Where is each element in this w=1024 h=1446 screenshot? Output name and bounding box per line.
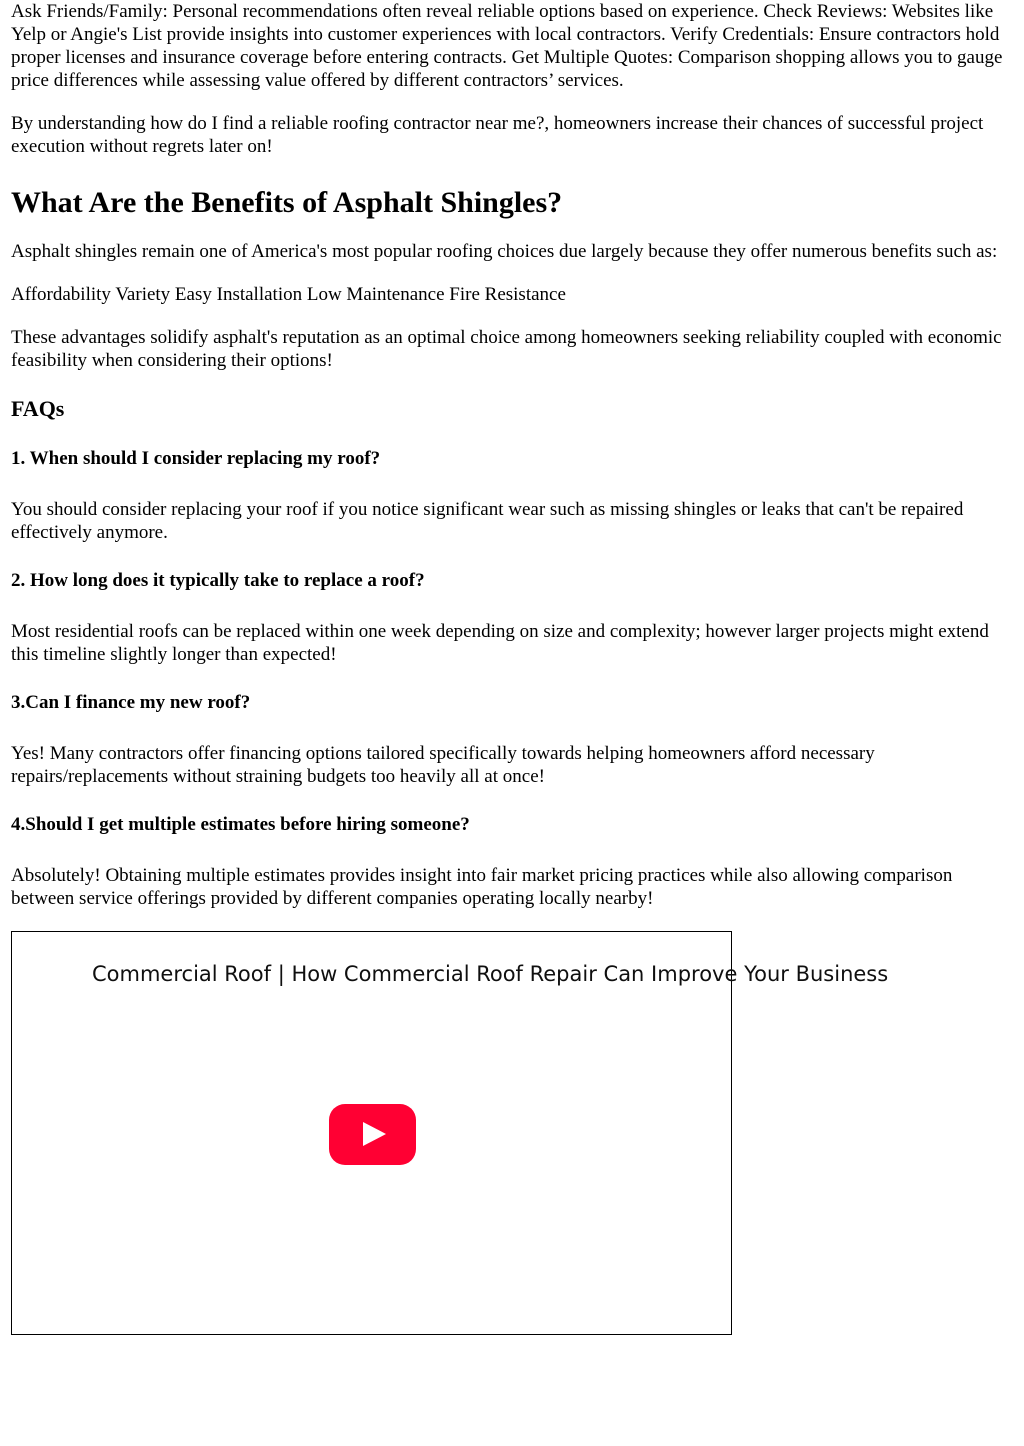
video-embed[interactable] <box>11 931 889 1335</box>
faq-answer: Most residential roofs can be replaced within one week depending on size and complexity; however larger projects might extend this timeline slightly longer than expected! <box>11 621 989 665</box>
advantages-paragraph: These advantages solidify asphalt's reputation as an optimal choice among homeowners seeking reliability coupled with economic feasibility when considering their options! <box>11 327 1002 371</box>
faq-question: 3.Can I finance my new roof? <box>11 692 251 713</box>
faq-question: 1. When should I consider replacing my roof? <box>11 448 381 469</box>
play-button[interactable] <box>329 1104 416 1165</box>
faqs-heading: FAQs <box>11 396 65 421</box>
intro-paragraph: Ask Friends/Family: Personal recommendations often reveal reliable options based on experience. Check Reviews: Websites like Yelp or Angie's List provide insights into customer experiences with local contractors. Verify Credentials: Ensure contractors hold proper licenses and insurance coverage before entering contracts. Get Multiple Quotes: Comparison shopping allows you to gauge price differences while assessing value offered by different contractors’ services. <box>11 1 1003 91</box>
video-title[interactable]: Commercial Roof | How Commercial Roof Repair Can Improve Your Business <box>92 962 889 986</box>
understanding-paragraph: By understanding how do I find a reliable roofing contractor near me?, homeowners increase their chances of successful project execution without regrets later on! <box>11 113 984 157</box>
asphalt-paragraph: Asphalt shingles remain one of America's most popular roofing choices due largely because they offer numerous benefits such as: <box>11 241 998 262</box>
faq-question: 4.Should I get multiple estimates before hiring someone? <box>11 814 470 835</box>
play-icon <box>363 1122 386 1146</box>
section-heading: What Are the Benefits of Asphalt Shingles? <box>11 186 563 219</box>
faq-answer: You should consider replacing your roof if you notice significant wear such as missing shingles or leaks that can't be repaired effectively anymore. <box>11 499 964 543</box>
faq-answer: Absolutely! Obtaining multiple estimates provides insight into fair market pricing practices while also allowing comparison between service offerings provided by different companies operating locally nearby! <box>11 865 953 909</box>
faq-question: 2. How long does it typically take to replace a roof? <box>11 570 425 591</box>
faq-answer: Yes! Many contractors offer financing options tailored specifically towards helping homeowners afford necessary repairs/replacements without straining budgets too heavily all at once! <box>11 743 875 787</box>
benefits-list: Affordability Variety Easy Installation Low Maintenance Fire Resistance <box>11 284 566 305</box>
